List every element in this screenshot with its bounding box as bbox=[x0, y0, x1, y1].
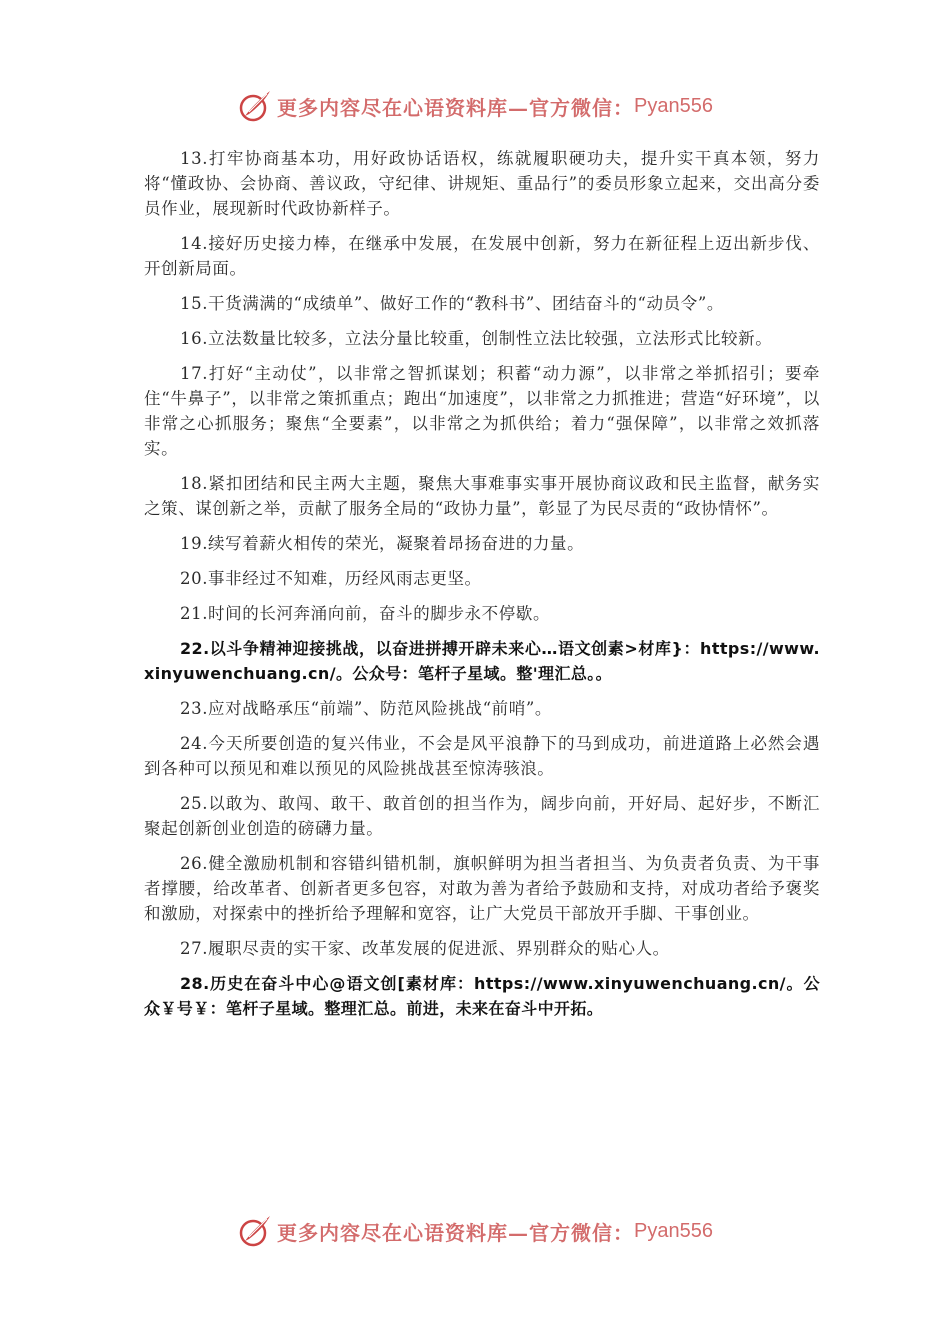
header-text: 更多内容尽在心语资料库—官方微信： bbox=[277, 95, 635, 120]
paragraph: 20.事非经过不知难，历经风雨志更坚。 bbox=[180, 569, 482, 588]
paragraph: 27.履职尽责的实干家、改革发展的促进派、界别群众的贴心人。 bbox=[180, 939, 670, 958]
paragraph: 21.时间的长河奔涌向前，奋斗的脚步永不停歇。 bbox=[180, 604, 551, 623]
header-banner bbox=[0, 86, 950, 126]
document-body bbox=[144, 146, 820, 1031]
paragraph: 26.健全激励机制和容错纠错机制，旗帜鲜明为担当者担当、为负责者负责、为干事者撑腰，给改革者、创新者更多包容，对敢为善为者给予鼓励和支持，对成功者给予褒奖和激励，对探索中的挫折给予理解和宽容，让广大党员干部放开手脚、干事创业。 bbox=[144, 854, 820, 923]
paragraph: 22.以斗争精神迎接挑战，以奋进拼搏开辟未来心…语文创素>材库}：https://www.xinyuwenchuang.cn/。公众号：笔杆子星域。整'理汇总。。 bbox=[144, 639, 820, 683]
footer-banner bbox=[0, 1211, 950, 1251]
paragraph: 15.干货满满的“成绩单”、做好工作的“教科书”、团结奋斗的“动员令”。 bbox=[180, 294, 724, 313]
footer-handle: Pyan556 bbox=[634, 1219, 713, 1242]
paragraph: 17.打好“主动仗”，以非常之智抓谋划；积蓄“动力源”，以非常之举抓招引；要牵住“牛鼻子”，以非常之策抓重点；跑出“加速度”，以非常之力抓推进；营造“好环境”，以非常之心抓服务；聚焦“全要素”，以非常之为抓供给；着力“强保障”，以非常之效抓落实。 bbox=[144, 364, 820, 458]
paragraph: 28.历史在奋斗中心@语文创[素材库：https://www.xinyuwenchuang.cn/。公众￥号￥：笔杆子星域。整理汇总。前进，未来在奋斗中开拓。 bbox=[144, 974, 820, 1018]
paragraph: 14.接好历史接力棒，在继承中发展，在发展中创新，努力在新征程上迈出新步伐、开创新局面。 bbox=[144, 234, 820, 278]
header-handle: Pyan556 bbox=[634, 94, 713, 117]
paragraph: 24.今天所要创造的复兴伟业，不会是风平浪静下的马到成功，前进道路上必然会遇到各种可以预见和难以预见的风险挑战甚至惊涛骇浪。 bbox=[144, 734, 820, 778]
paragraph: 13.打牢协商基本功，用好政协话语权，练就履职硬功夫，提升实干真本领，努力将“懂政协、会协商、善议政，守纪律、讲规矩、重品行”的委员形象立起来，交出高分委员作业，展现新时代政协新样子。 bbox=[144, 149, 820, 218]
footer-text: 更多内容尽在心语资料库—官方微信： bbox=[277, 1220, 635, 1245]
paragraph: 18.紧扣团结和民主两大主题，聚焦大事难事实事开展协商议政和民主监督，献务实之策、谋创新之举，贡献了服务全局的“政协力量”，彰显了为民尽责的“政协情怀”。 bbox=[144, 474, 820, 518]
paragraph: 19.续写着薪火相传的荣光，凝聚着昂扬奋进的力量。 bbox=[180, 534, 585, 553]
paragraph: 16.立法数量比较多，立法分量比较重，创制性立法比较强，立法形式比较新。 bbox=[180, 329, 773, 348]
quill-logo-icon bbox=[237, 88, 273, 124]
paragraph: 23.应对战略承压“前端”、防范风险挑战“前哨”。 bbox=[180, 699, 552, 718]
quill-logo-icon bbox=[237, 1213, 273, 1249]
paragraph: 25.以敢为、敢闯、敢干、敢首创的担当作为，阔步向前，开好局、起好步，不断汇聚起创新创业创造的磅礴力量。 bbox=[144, 794, 820, 838]
